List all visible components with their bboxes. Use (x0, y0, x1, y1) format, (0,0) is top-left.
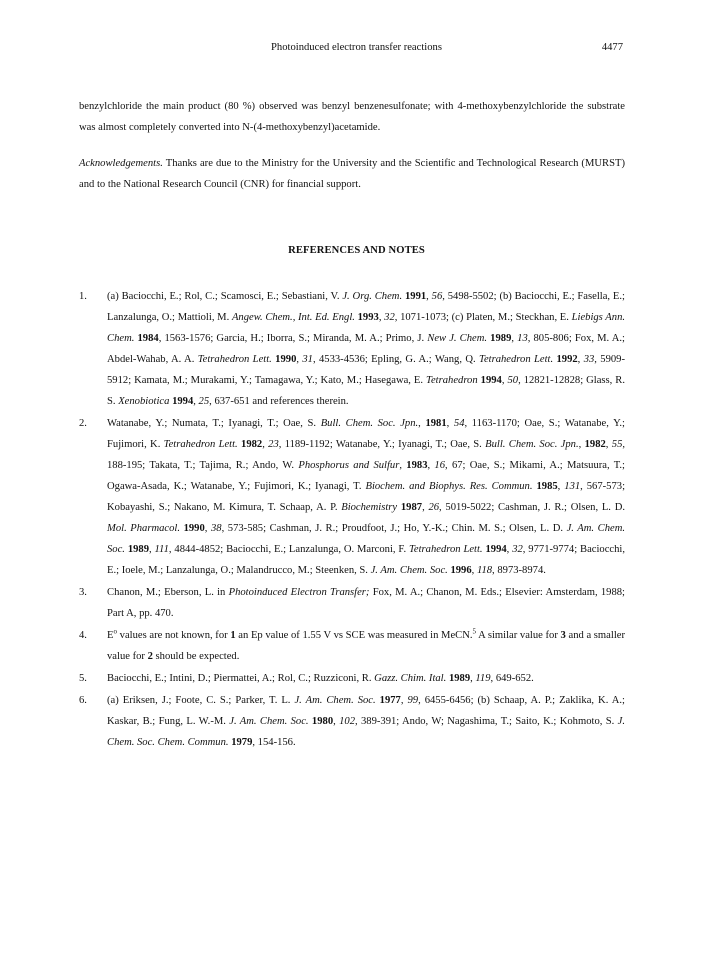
acknowledgements-paragraph (79, 153, 625, 195)
reference-item (79, 668, 625, 689)
reference-segment: 23 (268, 439, 279, 450)
acknowledgements-label: Acknowledgements. (79, 158, 163, 169)
reference-segment: , 5909-5912; Kamata, M.; Murakami, Y.; Tamagawa, Y.; Kato, M.; Hasegawa, E. (107, 354, 626, 386)
reference-segment: , (296, 354, 303, 365)
reference-segment: 1981 (425, 418, 447, 429)
reference-segment: , (506, 544, 513, 555)
reference-segment: 2 (147, 651, 153, 662)
reference-segment: , 6455-6456; (b) Schaap, A. P.; Zaklika, K. A.; Kaskar, B.; Fung, L. W.-M. (107, 695, 626, 727)
reference-segment: 56 (431, 291, 443, 302)
running-title: Photoinduced electron transfer reactions (271, 42, 442, 53)
reference-segment: , 1189-1192; Watanabe, Y.; Iyanagi, T.; Oae, S. (278, 439, 486, 450)
reference-segment: Tetrahedron (426, 375, 478, 386)
reference-number: 3. (79, 587, 87, 598)
reference-number: 1. (79, 291, 87, 302)
reference-segment: 1987 (400, 502, 423, 513)
reference-segment: 119 (475, 673, 491, 684)
reference-segment: 32 (512, 544, 523, 555)
reference-segment: Mol. Pharmacol. (107, 523, 180, 534)
reference-segment: Bull. Chem. Soc. Jpn. (320, 418, 419, 429)
reference-segment: 1990 (183, 523, 205, 534)
reference-segment: , 389-391; Ando, W; Nagashima, T.; Saito, K.; Kohmoto, S. (355, 716, 618, 727)
reference-segment: 1989 (448, 673, 471, 684)
reference-segment: , 5498-5502; (b) Baciocchi, E.; Fasella, E.; Lanzalunga, O.; Mattioli, M. (107, 291, 625, 323)
reference-segment: 1992 (556, 354, 578, 365)
reference-item (79, 582, 625, 624)
reference-segment: 50 (507, 375, 519, 386)
reference-text (107, 413, 625, 581)
reference-segment: Biochemistry (341, 502, 398, 513)
reference-segment: Phosphorus and Sulfur (298, 460, 400, 471)
reference-segment: Xenobiotica (118, 396, 170, 407)
acknowledgements-text: Thanks are due to the Ministry for the University and the Scientific and Technological Research (MURST) and to the National Research Council (CNR) for financial support. (79, 158, 625, 190)
reference-segment: , 9771-9774; Baciocchi, E.; Ioele, M.; Lanzalunga, O.; Malandrucco, M.; Steenken, S. (107, 544, 626, 576)
reference-segment: Tetrahedron Lett. (408, 544, 483, 555)
references-list (79, 286, 625, 754)
reference-segment: Tetrahedron Lett. (163, 439, 238, 450)
reference-segment: J. Org. Chem. (342, 291, 403, 302)
reference-item (79, 413, 625, 581)
reference-segment: 1994 (480, 375, 502, 386)
reference-segment: 54 (453, 418, 465, 429)
reference-segment: , 637-651 and references therein. (209, 396, 349, 407)
reference-segment: , (204, 523, 211, 534)
reference-segment: 13 (517, 333, 528, 344)
reference-segment: , (149, 544, 155, 555)
reference-segment: (a) Baciocchi, E.; Rol, C.; Scamosci, E.; Sebastiani, V. (107, 291, 343, 302)
reference-segment: o (113, 627, 117, 636)
reference-segment: Tetrahedron Lett. (197, 354, 272, 365)
reference-segment: A similar value for (476, 630, 561, 641)
reference-segment: , (333, 716, 340, 727)
reference-segment: , (378, 312, 385, 323)
reference-segment: , (418, 418, 426, 429)
reference-segment: , 67; Oae, S.; Mikami, A.; Matsuura, T.; Ogawa-Asada, K.; Watanabe, Y.; Fujimori, K.; Iyanagi, T. (107, 460, 625, 492)
reference-segment: 3 (560, 630, 566, 641)
reference-item (79, 286, 625, 412)
body-paragraph: benzylchloride the main product (80 %) observed was benzyl benzenesulfonate; with 4-methoxybenzylchloride the substrate was almost completely converted into N-(4-methoxybenzyl)acetamide. (79, 101, 625, 133)
reference-segment: and a smaller value for (107, 630, 625, 662)
reference-segment: Fox, M. A.; Chanon, M. Eds.; Elsevier: Amsterdam, 1988; Part A, pp. 470. (107, 587, 625, 619)
reference-segment: should be expected. (152, 651, 240, 662)
page-number: 4477 (601, 42, 623, 53)
reference-segment: , (511, 333, 518, 344)
reference-segment: , 154-156. (252, 737, 296, 748)
reference-segment: 1989 (490, 333, 512, 344)
reference-number: 2. (79, 418, 87, 429)
reference-segment: 1983 (406, 460, 428, 471)
reference-segment: 1979 (231, 737, 253, 748)
reference-segment: 1993 (357, 312, 379, 323)
reference-segment: 1980 (311, 716, 334, 727)
reference-item (79, 690, 625, 753)
reference-segment: J. Chem. Soc. Chem. Commun. (107, 716, 625, 748)
reference-segment: , 12821-12828; Glass, R. S. (107, 375, 626, 407)
reference-segment: J. Am. Chem. Soc. (107, 523, 626, 555)
reference-segment: an Ep value of 1.55 V vs SCE was measured in MeCN. (235, 630, 473, 641)
reference-segment: , 4533-4536; Epling, G. A.; Wang, Q. (312, 354, 480, 365)
reference-segment: Liebigs Ann. Chem. (107, 312, 626, 344)
reference-text (107, 582, 625, 624)
reference-segment: 1977 (379, 695, 401, 706)
reference-segment: 118 (476, 565, 493, 576)
reference-segment: , (471, 565, 477, 576)
reference-text (107, 690, 625, 753)
reference-segment: , (426, 291, 432, 302)
reference-segment: 131 (564, 481, 581, 492)
reference-segment: 5 (472, 627, 477, 636)
reference-segment: 1982 (241, 439, 263, 450)
reference-segment: Bull. Chem. Soc. Jpn. (485, 439, 579, 450)
reference-segment: , (557, 481, 565, 492)
reference-segment: , (400, 695, 408, 706)
reference-segment: values are not known, for (116, 630, 231, 641)
reference-segment: 16 (434, 460, 446, 471)
reference-segment: 38 (210, 523, 222, 534)
reference-segment: 1990 (275, 354, 297, 365)
reference-segment: , 188-195; Takata, T.; Tajima, R.; Ando, W. (107, 439, 626, 471)
reference-segment: , (193, 396, 199, 407)
reference-segment: 1 (230, 630, 236, 641)
reference-segment: New J. Chem. (427, 333, 488, 344)
reference-segment: 31 (302, 354, 313, 365)
reference-segment: 26 (428, 502, 440, 513)
reference-segment: , (422, 502, 429, 513)
reference-segment: 1994 (485, 544, 507, 555)
reference-segment: 55 (611, 439, 623, 450)
reference-segment: 1985 (536, 481, 558, 492)
reference-segment: , 649-652. (490, 673, 534, 684)
reference-segment: 25 (198, 396, 210, 407)
reference-segment: Chanon, M.; Eberson, L. in (107, 587, 229, 598)
reference-segment: 99 (407, 695, 419, 706)
reference-segment: , (578, 439, 585, 450)
reference-text (107, 625, 625, 667)
reference-segment: J. Am. Chem. Soc. (229, 716, 309, 727)
reference-segment: 1982 (584, 439, 606, 450)
reference-segment: Biochem. and Biophys. Res. Commun. (365, 481, 533, 492)
reference-segment: J. Am. Chem. Soc. (294, 695, 376, 706)
reference-segment: , (501, 375, 508, 386)
reference-segment: 1994 (172, 396, 194, 407)
reference-segment: 33 (583, 354, 595, 365)
reference-segment: Watanabe, Y.; Numata, T.; Iyanagi, T.; Oae, S. (107, 418, 321, 429)
reference-segment: Gazz. Chim. Ital. (374, 673, 447, 684)
reference-segment: Tetrahedron Lett. (479, 354, 554, 365)
reference-segment: , 1071-1073; (c) Platen, M.; Steckhan, E. (394, 312, 572, 323)
reference-segment: 111 (154, 544, 169, 555)
reference-segment: , (399, 460, 407, 471)
reference-segment: Photoinduced Electron Transfer; (228, 587, 370, 598)
reference-segment: , (577, 354, 584, 365)
reference-text (107, 286, 625, 412)
reference-segment: 1989 (127, 544, 150, 555)
reference-segment: , (446, 418, 454, 429)
reference-segment: , 8973-8974. (492, 565, 546, 576)
reference-segment: 1984 (137, 333, 159, 344)
references-heading: REFERENCES AND NOTES (288, 245, 425, 256)
reference-segment: 32 (384, 312, 395, 323)
reference-segment: 1991 (404, 291, 427, 302)
reference-text (107, 668, 625, 689)
reference-item (79, 625, 625, 667)
reference-segment: , (427, 460, 435, 471)
reference-segment: , (470, 673, 476, 684)
reference-number: 4. (79, 630, 87, 641)
reference-segment: J. Am. Chem. Soc. (370, 565, 448, 576)
reference-segment: , 1563-1576; Garcia, H.; Iborra, S.; Miranda, M. A.; Primo, J. (158, 333, 428, 344)
reference-segment: , 573-585; Cashman, J. R.; Proudfoot, J.; Ho, Y.-K.; Chin. M. S.; Olsen, L. D. (221, 523, 567, 534)
reference-segment: , (605, 439, 612, 450)
reference-segment: , (262, 439, 269, 450)
reference-segment: , 5019-5022; Cashman, J. R.; Olsen, L. D. (439, 502, 625, 513)
reference-segment: Angew. Chem., Int. Ed. Engl. (231, 312, 355, 323)
reference-number: 6. (79, 695, 87, 706)
reference-segment: Baciocchi, E.; Intini, D.; Piermattei, A.; Rol, C.; Ruzziconi, R. (107, 673, 375, 684)
reference-segment: , 4844-4852; Baciocchi, E.; Lanzalunga, O. Marconi, F. (168, 544, 409, 555)
reference-segment: , 567-573; Kobayashi, S.; Nakano, M. Kimura, T. Schaap, A. P. (107, 481, 626, 513)
reference-segment: E (107, 630, 114, 641)
reference-segment: , 1163-1170; Oae, S.; Watanabe, Y.; Fujimori, K. (107, 418, 625, 450)
reference-segment: , 805-806; Fox, M. A.; Abdel-Wahab, A. A. (107, 333, 625, 365)
reference-segment: 102 (339, 716, 355, 727)
reference-segment: (a) Eriksen, J.; Foote, C. S.; Parker, T. L. (107, 695, 295, 706)
reference-number: 5. (79, 673, 87, 684)
reference-segment: 1996 (450, 565, 472, 576)
